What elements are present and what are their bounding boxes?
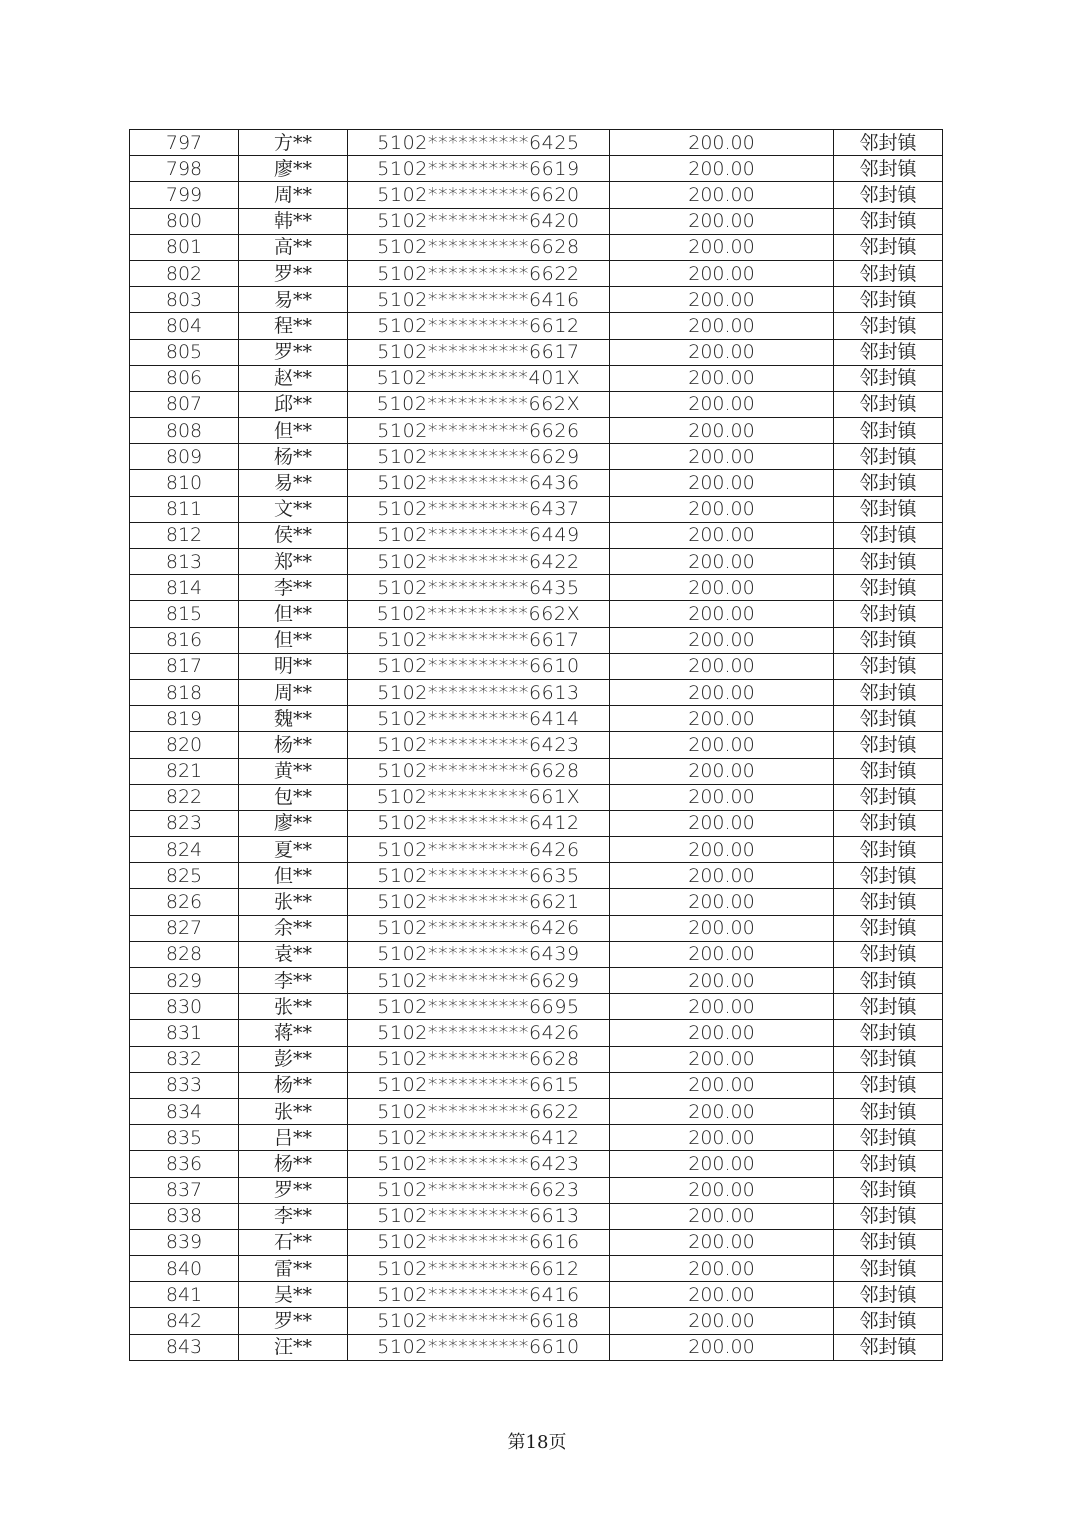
id-number-cell: 5102**********6622 [348,260,610,286]
id-number-cell: 5102**********6635 [348,863,610,889]
town-cell: 邻封镇 [834,444,943,470]
amount-cell: 200.00 [610,182,834,208]
name-cell: 周** [239,182,348,208]
town-cell: 邻封镇 [834,339,943,365]
town-cell: 邻封镇 [834,1256,943,1282]
town-cell: 邻封镇 [834,837,943,863]
table-row [130,941,943,967]
amount-cell: 200.00 [610,1151,834,1177]
id-number-cell: 5102**********6422 [348,549,610,575]
table-row [130,889,943,915]
town-cell: 邻封镇 [834,653,943,679]
id-number-cell: 5102**********6623 [348,1177,610,1203]
table-row [130,1256,943,1282]
name-cell: 文** [239,496,348,522]
amount-cell: 200.00 [610,706,834,732]
page-number: 第18页 [507,1432,567,1453]
amount-cell: 200.00 [610,1125,834,1151]
row-number-cell: 835 [130,1125,239,1151]
table-row [130,496,943,522]
amount-cell: 200.00 [610,260,834,286]
id-number-cell: 5102**********6420 [348,208,610,234]
town-cell: 邻封镇 [834,679,943,705]
amount-cell: 200.00 [610,968,834,994]
name-cell: 易** [239,287,348,313]
row-number-cell: 811 [130,496,239,522]
name-cell: 但** [239,627,348,653]
name-cell: 邱** [239,391,348,417]
name-cell: 杨** [239,1151,348,1177]
table-row [130,810,943,836]
amount-cell: 200.00 [610,889,834,915]
amount-cell: 200.00 [610,1282,834,1308]
table-row [130,863,943,889]
row-number-cell: 809 [130,444,239,470]
name-cell: 吕** [239,1125,348,1151]
town-cell: 邻封镇 [834,1177,943,1203]
town-cell: 邻封镇 [834,706,943,732]
amount-cell: 200.00 [610,810,834,836]
id-number-cell: 5102**********6425 [348,130,610,156]
id-number-cell: 5102**********662X [348,601,610,627]
subsidy-roster-table [129,129,943,1361]
table-row [130,391,943,417]
name-cell: 易** [239,470,348,496]
town-cell: 邻封镇 [834,287,943,313]
name-cell: 李** [239,968,348,994]
table-row [130,1151,943,1177]
town-cell: 邻封镇 [834,1151,943,1177]
row-number-cell: 830 [130,994,239,1020]
row-number-cell: 840 [130,1256,239,1282]
id-number-cell: 5102**********6449 [348,522,610,548]
table-row [130,1177,943,1203]
row-number-cell: 802 [130,260,239,286]
name-cell: 李** [239,575,348,601]
id-number-cell: 5102**********6622 [348,1098,610,1124]
amount-cell: 200.00 [610,549,834,575]
amount-cell: 200.00 [610,1256,834,1282]
id-number-cell: 5102**********6628 [348,758,610,784]
row-number-cell: 815 [130,601,239,627]
name-cell: 蒋** [239,1020,348,1046]
amount-cell: 200.00 [610,1020,834,1046]
id-number-cell: 5102**********6435 [348,575,610,601]
id-number-cell: 5102**********6610 [348,1334,610,1360]
name-cell: 周** [239,679,348,705]
table-row [130,679,943,705]
town-cell: 邻封镇 [834,863,943,889]
name-cell: 杨** [239,444,348,470]
amount-cell: 200.00 [610,627,834,653]
row-number-cell: 805 [130,339,239,365]
table-row [130,784,943,810]
town-cell: 邻封镇 [834,182,943,208]
name-cell: 程** [239,313,348,339]
amount-cell: 200.00 [610,365,834,391]
name-cell: 杨** [239,1072,348,1098]
table-row [130,260,943,286]
town-cell: 邻封镇 [834,941,943,967]
name-cell: 但** [239,601,348,627]
town-cell: 邻封镇 [834,1334,943,1360]
id-number-cell: 5102**********661X [348,784,610,810]
row-number-cell: 817 [130,653,239,679]
amount-cell: 200.00 [610,601,834,627]
name-cell: 明** [239,653,348,679]
amount-cell: 200.00 [610,1229,834,1255]
amount-cell: 200.00 [610,1334,834,1360]
town-cell: 邻封镇 [834,1125,943,1151]
table-row [130,968,943,994]
row-number-cell: 797 [130,130,239,156]
name-cell: 张** [239,1098,348,1124]
name-cell: 石** [239,1229,348,1255]
table-row [130,234,943,260]
amount-cell: 200.00 [610,1072,834,1098]
row-number-cell: 832 [130,1046,239,1072]
id-number-cell: 5102**********6613 [348,679,610,705]
row-number-cell: 819 [130,706,239,732]
name-cell: 但** [239,863,348,889]
name-cell: 廖** [239,810,348,836]
row-number-cell: 803 [130,287,239,313]
amount-cell: 200.00 [610,391,834,417]
row-number-cell: 820 [130,732,239,758]
id-number-cell: 5102**********6613 [348,1203,610,1229]
id-number-cell: 5102**********6617 [348,339,610,365]
name-cell: 包** [239,784,348,810]
name-cell: 郑** [239,549,348,575]
table-row [130,365,943,391]
id-number-cell: 5102**********6412 [348,810,610,836]
amount-cell: 200.00 [610,784,834,810]
table-row [130,1229,943,1255]
table-row [130,130,943,156]
row-number-cell: 800 [130,208,239,234]
name-cell: 罗** [239,339,348,365]
name-cell: 张** [239,889,348,915]
id-number-cell: 5102**********6437 [348,496,610,522]
table-row [130,758,943,784]
name-cell: 赵** [239,365,348,391]
id-number-cell: 5102**********6617 [348,627,610,653]
town-cell: 邻封镇 [834,1282,943,1308]
town-cell: 邻封镇 [834,549,943,575]
town-cell: 邻封镇 [834,130,943,156]
amount-cell: 200.00 [610,941,834,967]
town-cell: 邻封镇 [834,1098,943,1124]
table-row [130,575,943,601]
town-cell: 邻封镇 [834,418,943,444]
town-cell: 邻封镇 [834,208,943,234]
table-row [130,1334,943,1360]
row-number-cell: 801 [130,234,239,260]
amount-cell: 200.00 [610,758,834,784]
table-row [130,837,943,863]
town-cell: 邻封镇 [834,994,943,1020]
amount-cell: 200.00 [610,470,834,496]
amount-cell: 200.00 [610,234,834,260]
town-cell: 邻封镇 [834,758,943,784]
amount-cell: 200.00 [610,1203,834,1229]
name-cell: 魏** [239,706,348,732]
name-cell: 韩** [239,208,348,234]
row-number-cell: 816 [130,627,239,653]
town-cell: 邻封镇 [834,1072,943,1098]
table-row [130,182,943,208]
amount-cell: 200.00 [610,863,834,889]
row-number-cell: 818 [130,679,239,705]
amount-cell: 200.00 [610,575,834,601]
town-cell: 邻封镇 [834,810,943,836]
amount-cell: 200.00 [610,313,834,339]
row-number-cell: 828 [130,941,239,967]
row-number-cell: 804 [130,313,239,339]
id-number-cell: 5102**********6426 [348,837,610,863]
amount-cell: 200.00 [610,130,834,156]
amount-cell: 200.00 [610,496,834,522]
row-number-cell: 808 [130,418,239,444]
town-cell: 邻封镇 [834,391,943,417]
amount-cell: 200.00 [610,994,834,1020]
town-cell: 邻封镇 [834,968,943,994]
row-number-cell: 806 [130,365,239,391]
amount-cell: 200.00 [610,418,834,444]
town-cell: 邻封镇 [834,575,943,601]
id-number-cell: 5102**********6439 [348,941,610,967]
amount-cell: 200.00 [610,1046,834,1072]
row-number-cell: 807 [130,391,239,417]
id-number-cell: 5102**********6416 [348,287,610,313]
id-number-cell: 5102**********6416 [348,1282,610,1308]
row-number-cell: 822 [130,784,239,810]
town-cell: 邻封镇 [834,156,943,182]
row-number-cell: 812 [130,522,239,548]
name-cell: 方** [239,130,348,156]
amount-cell: 200.00 [610,1098,834,1124]
row-number-cell: 834 [130,1098,239,1124]
amount-cell: 200.00 [610,287,834,313]
table-row [130,1203,943,1229]
row-number-cell: 841 [130,1282,239,1308]
town-cell: 邻封镇 [834,889,943,915]
id-number-cell: 5102**********6621 [348,889,610,915]
town-cell: 邻封镇 [834,496,943,522]
town-cell: 邻封镇 [834,1020,943,1046]
amount-cell: 200.00 [610,837,834,863]
amount-cell: 200.00 [610,679,834,705]
town-cell: 邻封镇 [834,1229,943,1255]
town-cell: 邻封镇 [834,470,943,496]
name-cell: 雷** [239,1256,348,1282]
row-number-cell: 831 [130,1020,239,1046]
table-row [130,313,943,339]
town-cell: 邻封镇 [834,1308,943,1334]
amount-cell: 200.00 [610,1308,834,1334]
name-cell: 罗** [239,1308,348,1334]
row-number-cell: 836 [130,1151,239,1177]
id-number-cell: 5102**********6695 [348,994,610,1020]
amount-cell: 200.00 [610,339,834,365]
id-number-cell: 5102**********6629 [348,444,610,470]
id-number-cell: 5102**********6436 [348,470,610,496]
name-cell: 夏** [239,837,348,863]
id-number-cell: 5102**********6426 [348,1020,610,1046]
table-row [130,1282,943,1308]
table-row [130,1046,943,1072]
table-row [130,418,943,444]
town-cell: 邻封镇 [834,915,943,941]
row-number-cell: 799 [130,182,239,208]
table-row [130,156,943,182]
table-row [130,444,943,470]
name-cell: 吴** [239,1282,348,1308]
id-number-cell: 5102**********6615 [348,1072,610,1098]
row-number-cell: 826 [130,889,239,915]
name-cell: 罗** [239,260,348,286]
name-cell: 高** [239,234,348,260]
amount-cell: 200.00 [610,444,834,470]
amount-cell: 200.00 [610,522,834,548]
town-cell: 邻封镇 [834,1046,943,1072]
id-number-cell: 5102**********6610 [348,653,610,679]
id-number-cell: 5102**********6423 [348,1151,610,1177]
table-row [130,706,943,732]
id-number-cell: 5102**********6412 [348,1125,610,1151]
town-cell: 邻封镇 [834,1203,943,1229]
table-row [130,208,943,234]
name-cell: 袁** [239,941,348,967]
row-number-cell: 838 [130,1203,239,1229]
id-number-cell: 5102**********6618 [348,1308,610,1334]
row-number-cell: 839 [130,1229,239,1255]
table-row [130,522,943,548]
name-cell: 但** [239,418,348,444]
name-cell: 余** [239,915,348,941]
id-number-cell: 5102**********6628 [348,1046,610,1072]
table-row [130,1098,943,1124]
table-row [130,601,943,627]
name-cell: 李** [239,1203,348,1229]
table-row [130,287,943,313]
table-row [130,915,943,941]
row-number-cell: 814 [130,575,239,601]
table-row [130,1072,943,1098]
id-number-cell: 5102**********6620 [348,182,610,208]
town-cell: 邻封镇 [834,784,943,810]
row-number-cell: 821 [130,758,239,784]
name-cell: 杨** [239,732,348,758]
row-number-cell: 827 [130,915,239,941]
id-number-cell: 5102**********6423 [348,732,610,758]
amount-cell: 200.00 [610,653,834,679]
id-number-cell: 5102**********6426 [348,915,610,941]
table-row [130,549,943,575]
row-number-cell: 824 [130,837,239,863]
id-number-cell: 5102**********662X [348,391,610,417]
amount-cell: 200.00 [610,1177,834,1203]
name-cell: 彭** [239,1046,348,1072]
roster-table-body [130,130,943,1361]
name-cell: 侯** [239,522,348,548]
id-number-cell: 5102**********6629 [348,968,610,994]
town-cell: 邻封镇 [834,627,943,653]
town-cell: 邻封镇 [834,260,943,286]
row-number-cell: 842 [130,1308,239,1334]
amount-cell: 200.00 [610,208,834,234]
row-number-cell: 823 [130,810,239,836]
id-number-cell: 5102**********6626 [348,418,610,444]
town-cell: 邻封镇 [834,365,943,391]
table-row [130,627,943,653]
id-number-cell: 5102**********401X [348,365,610,391]
name-cell: 汪** [239,1334,348,1360]
table-row [130,994,943,1020]
table-row [130,732,943,758]
town-cell: 邻封镇 [834,601,943,627]
town-cell: 邻封镇 [834,732,943,758]
id-number-cell: 5102**********6628 [348,234,610,260]
table-row [130,470,943,496]
id-number-cell: 5102**********6619 [348,156,610,182]
row-number-cell: 813 [130,549,239,575]
id-number-cell: 5102**********6414 [348,706,610,732]
name-cell: 黄** [239,758,348,784]
amount-cell: 200.00 [610,915,834,941]
id-number-cell: 5102**********6612 [348,1256,610,1282]
table-row [130,339,943,365]
table-row [130,1125,943,1151]
name-cell: 廖** [239,156,348,182]
table-row [130,653,943,679]
id-number-cell: 5102**********6616 [348,1229,610,1255]
table-row [130,1020,943,1046]
row-number-cell: 798 [130,156,239,182]
amount-cell: 200.00 [610,156,834,182]
row-number-cell: 825 [130,863,239,889]
name-cell: 罗** [239,1177,348,1203]
amount-cell: 200.00 [610,732,834,758]
row-number-cell: 837 [130,1177,239,1203]
row-number-cell: 843 [130,1334,239,1360]
table-row [130,1308,943,1334]
row-number-cell: 829 [130,968,239,994]
town-cell: 邻封镇 [834,313,943,339]
row-number-cell: 810 [130,470,239,496]
row-number-cell: 833 [130,1072,239,1098]
town-cell: 邻封镇 [834,234,943,260]
id-number-cell: 5102**********6612 [348,313,610,339]
town-cell: 邻封镇 [834,522,943,548]
name-cell: 张** [239,994,348,1020]
